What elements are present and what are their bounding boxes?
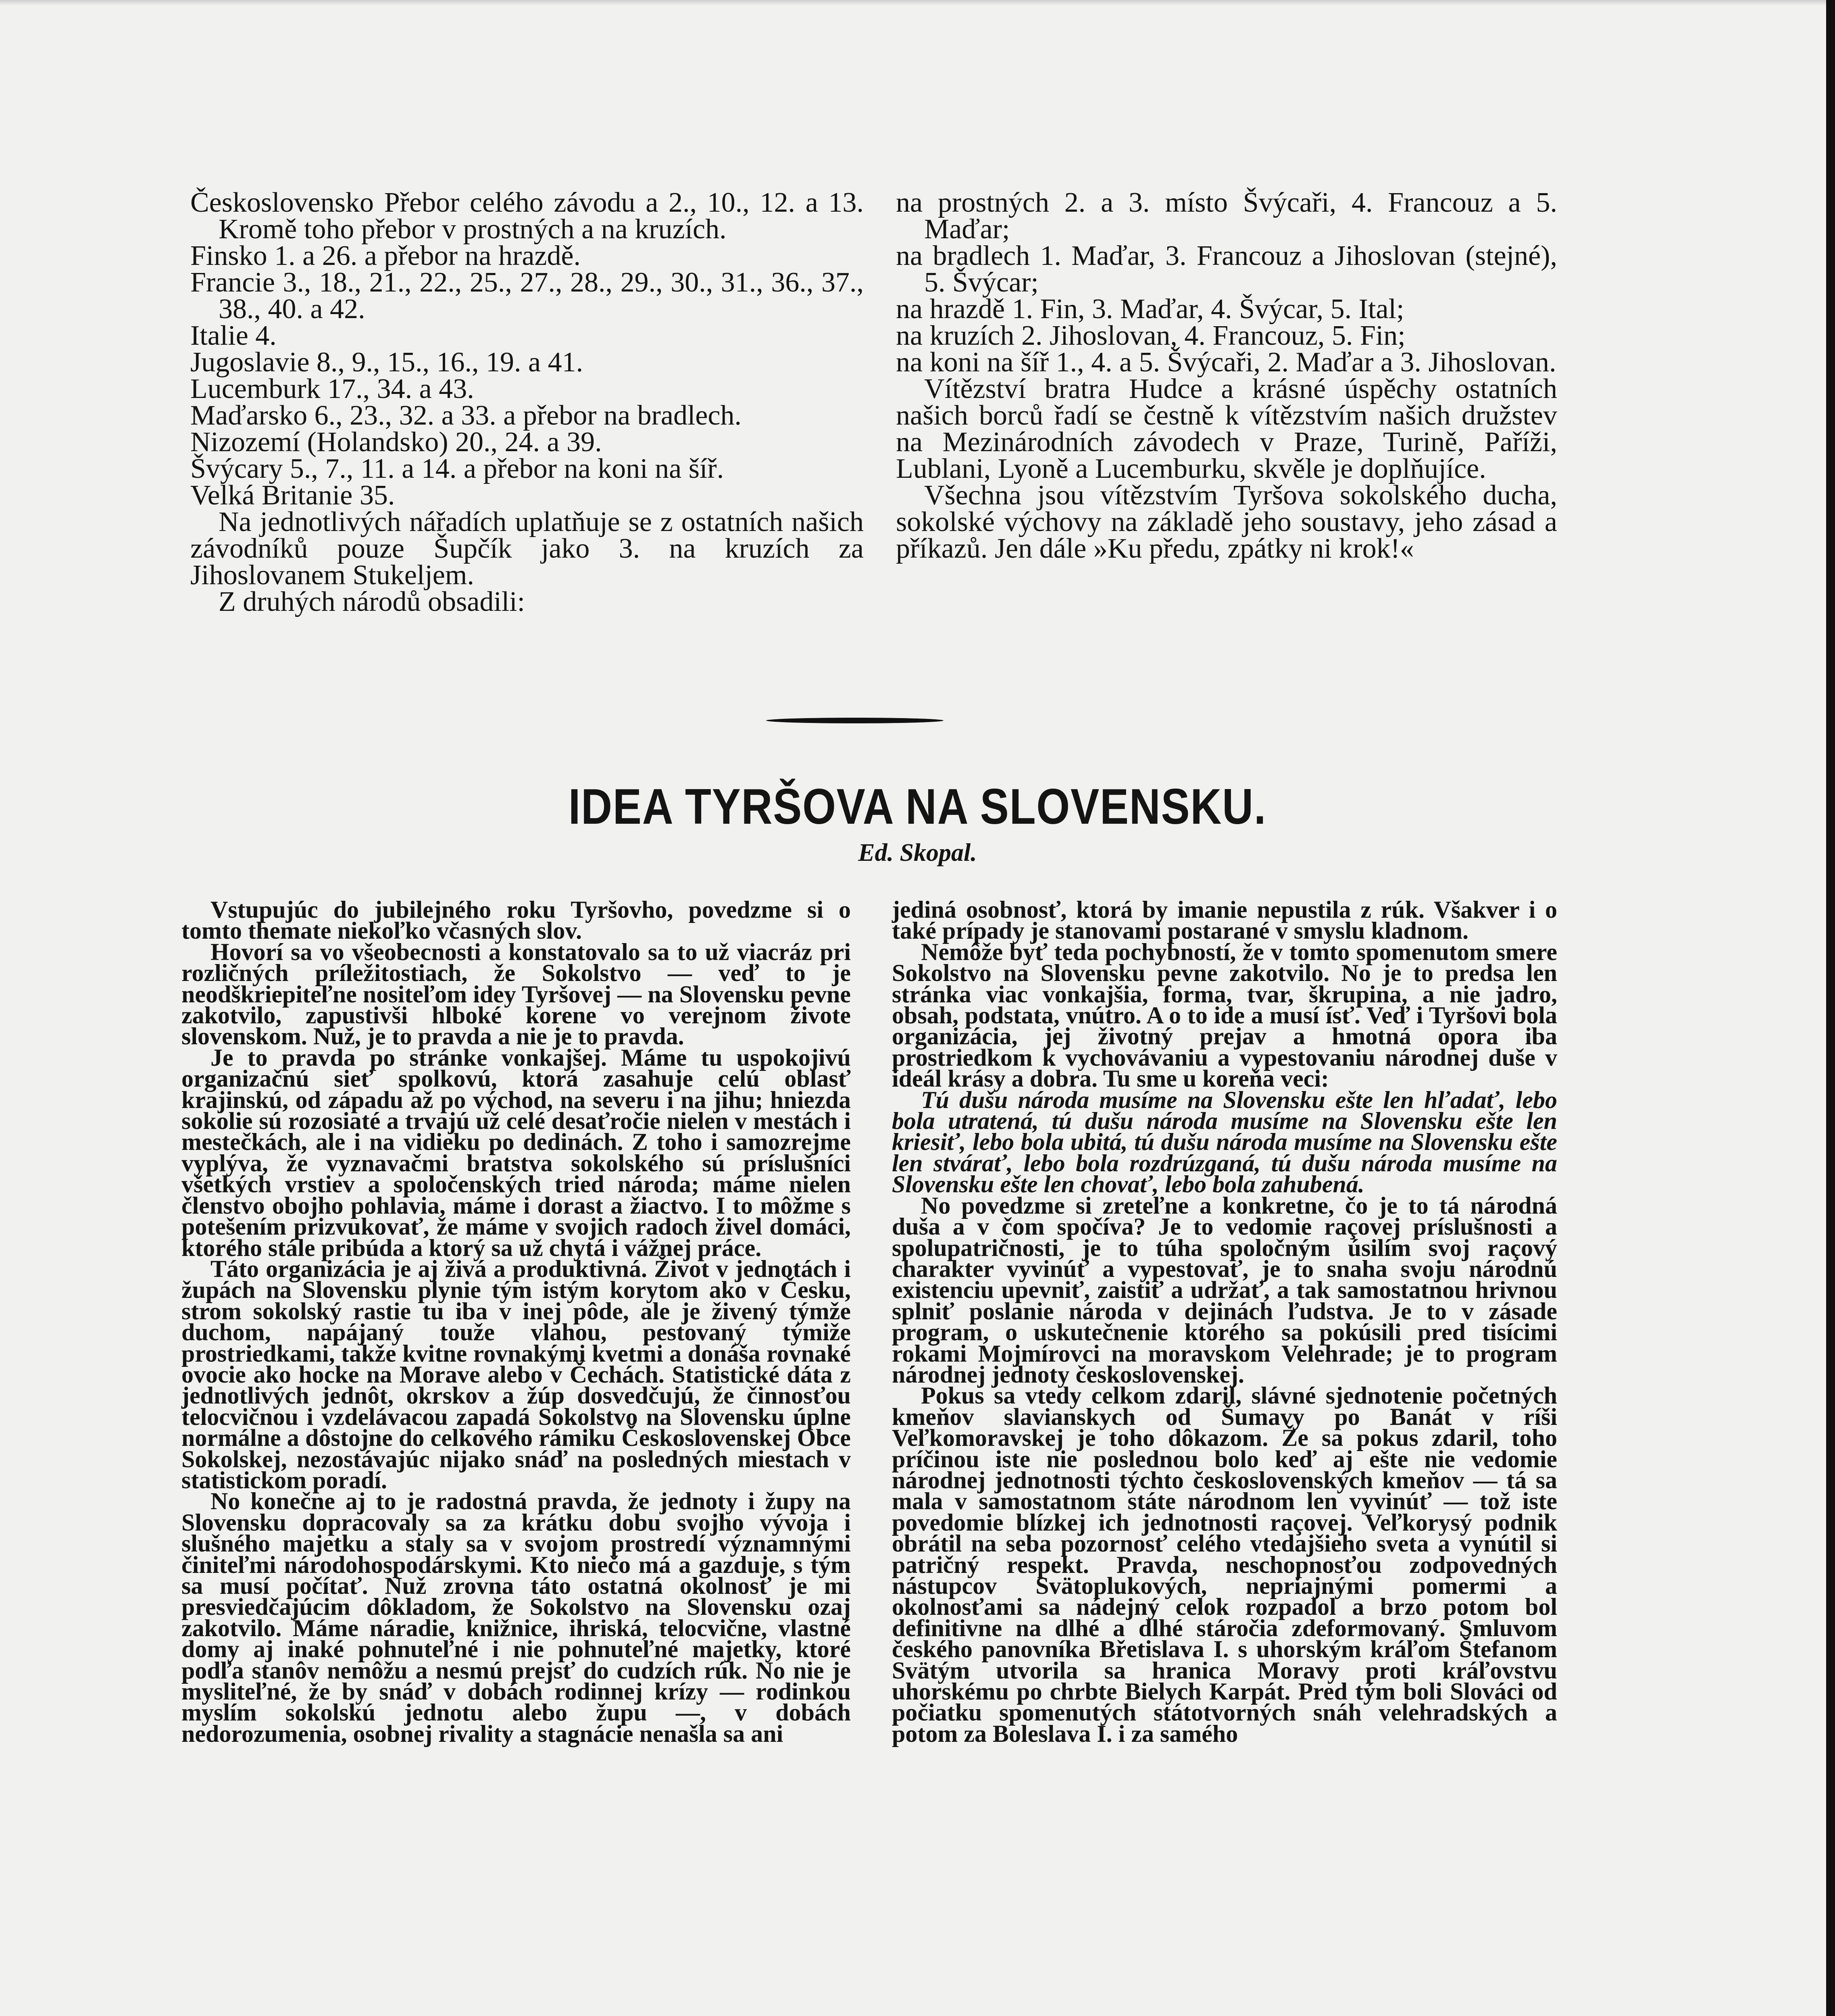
paragraph: No konečne aj to je radostná pravda, že jednoty i župy na Slovensku dopracovaly sa za krátku dobu svojho vývoja i slušného majetku a staly sa v svojom prostredí významnými činiteľmi národohospodárskymi. Kto niečo má a gazduje, s tým sa musí počítať. Nuž zrovna táto ostatná okolnosť je mi presviedčajúcim dôkladom, že Sokolstvo na Slovensku ozaj zakotvilo. Máme náradie, knižnice, ihriská, telocvične, vlastné domy aj inaké pohnuteľné i nie pohnuteľné majetky, ktoré podľa stanôv nemôžu a nesmú prejsť do cudzích rúk. No nie je mysliteľné, že by snáď v dobách rodinnej krízy — rodinkou myslím sokolskú jednotu alebo župu —, v dobách nedorozumenia, osobnej rivality a stagnácie nenašla sa ani — [181, 1488, 851, 1747]
scan-edge-right — [1826, 0, 1835, 2016]
result-line: Nizozemí (Holandsko) 20., 24. a 39. — [190, 427, 602, 458]
result-line: Lucemburk 17., 34. a 43. — [190, 373, 474, 404]
result-line: na kruzích 2. Jihoslovan, 4. Francouz, 5. Fin; — [896, 320, 1406, 351]
paragraph: Táto organizácia je aj živá a produktivná. Život v jednotách i župách na Slovensku plynie tým istým korytom ako v Česku, strom sokolský rastie tu iba v inej pôde, ale je živený týmže duchom, napájaný touže vlahou, pestovaný týmiže prostriedkami, takže kvitne rovnakými kvetmi a donáša rovnaké ovocie ako hocke na Morave alebo v Čechách. Statistické dáta z jednotlivých jednôt, okrskov a žúp dosvedčujú, že činnosťou telocvičnou i vzdelávacou zapadá Sokolstvo na Slovensku úplne normálne a dôstojne do celkového rámiku Československej Obce Sokolskej, nezostávajúc nijako snáď na posledných miestach v statistickom poradí. — [181, 1255, 851, 1493]
top-right-column — [896, 187, 1557, 564]
paragraph: Pokus sa vtedy celkom zdaril, slávné sjednotenie početných kmeňov slavianskych od Šumavy po Banát v ríši Veľkomoravskej je toho dôkazom. Že sa pokus zdaril, toho príčinou iste nie poslednou bolo keď aj ešte nie vedomie národnej jednotnosti týchto československých kmeňov — tá sa mala v samostatnom státe národnom len vyvinúť — tož iste povedomie blízkej ich jednotnosti raçovej. Veľkorysý podnik obrátil na seba pozornosť celého vtedajšieho sveta a vynútil si patričný respekt. Pravda, neschopnosťou zodpovedných nástupcov Svätoplukových, nepriajnými pomermi a okolnosťami sa nádejný celok rozpadol a brzo potom bol definitivne na dlhé a dlhé stáročia zdeformovaný. Smluvom českého panovníka Břetislava I. s uhorským kráľom Štefanom Svätým utvorila sa hranica Moravy proti kráľovstvu uhorskému po chrbte Bielych Karpát. Pred tým boli Slováci od počiatku spomenutých státotvorných snáh velehradských a potom za Boleslava I. i za samého — [892, 1382, 1557, 1747]
paragraph: Na jednotlivých nářadích uplatňuje se z ostatních našich závodníků pouze Šupčík jako 3. na kruzích za Jihoslovanem Stukeljem. — [190, 506, 864, 591]
result-line: Československo Přebor celého závodu a 2., 10., 12. a 13. Kromě toho přebor v prostných a na kruzích. — [190, 187, 864, 245]
paragraph: Nemôže byť teda pochybností, že v tomto spomenutom smere Sokolstvo na Slovensku pevne zakotvilo. No je to predsa len stránka viac vonkajšia, forma, tvar, škrupina, a nie jadro, obsah, podstata, vnútro. A o to ide a musí ísť. Veď i Tyršovi bola organizácia, jej životný prejav a hmotná opora iba prostriedkom k vychovávaniu a vypestovaniu národnej duše v ideál krásy a dobra. Tu sme u koreňa veci: — [892, 938, 1557, 1092]
italic-quote: Tú dušu národa musíme na Slovensku ešte len hľadať, lebo bola utratená, tú dušu národa musíme na Slovensku ešte len kriesiť, lebo bola ubitá, tú dušu národa musíme na Slovensku ešte len stvárať, lebo bola rozdrúzganá, tú dušu národa musíme na Slovensku ešte len chovať, lebo bola zahubená. — [892, 1086, 1557, 1198]
result-line: Maďarsko 6., 23., 32. a 33. a přebor na bradlech. — [190, 400, 742, 431]
paragraph: Je to pravda po stránke vonkajšej. Máme tu uspokojivú organizačnú sieť spolkovú, ktorá zasahuje celú oblasť krajinskú, od západu až po východ, na severu i na jihu; hniezda sokolie sú rozosiaté a trvajú už celé desaťročie nielen v mestách i mestečkách, ale i na vidieku po dedinách. Z toho i samozrejme vyplýva, že vyznavačmi bratstva sokolského sú príslušníci všetkých vrstiev a spoločenských tried národa; máme nielen členstvo obojho pohlavia, máme i dorast a žiactvo. I to môžme s potešením prizvukovať, že máme v svojich radoch živel domáci, ktorého stále pribúda a ktorý sa už chytá i vážnej práce. — [181, 1044, 851, 1261]
paragraph: Všechna jsou vítězstvím Tyršova sokolského ducha, sokolské výchovy na základě jeho soustavy, jeho zásad a příkazů. Jen dále »Ku předu, zpátky ni krok!« — [896, 480, 1557, 564]
section-divider-rule — [766, 718, 944, 723]
result-line: Finsko 1. a 26. a přebor na hrazdě. — [190, 240, 581, 271]
paragraph: jediná osobnosť, ktorá by imanie nepustila z rúk. Všakver i o také prípady je stanovami postarané v smyslu kladnom. — [892, 896, 1557, 944]
paragraph: No povedzme si zreteľne a konkretne, čo je to tá národná duša a v čom spočíva? Je to vedomie raçovej príslušnosti a spolupatričnosti, je to túha spoločným úsilím svoj raçový charakter vyvinúť a vypestovať, je to snaha svoju národnú existenciu upevniť, zaistiť a udržať, a tak samostatnou hrivnou splniť poslanie národa v dejinách ľudstva. Je to v zásade program, o uskutečnenie ktorého sa pokúsili pred tisícimi rokami Mojmírovci na moravskom Velehrade; je to program národnej jednoty československej. — [892, 1192, 1557, 1388]
article-title: IDEA TYRŠOVA NA SLOVENSKU. — [568, 779, 1267, 835]
paragraph: Hovorí sa vo všeobecnosti a konstatovalo sa to už viacráz pri rozličných príležitostiach, že Sokolstvo — veď to je neodškriepiteľne nositeľom idey Tyršovej — na Slovensku pevne zakotvilo, zapustivši hlboké korene vo verejnom živote slovenskom. Nuž, je to pravda a nie je to pravda. — [181, 938, 851, 1050]
result-line: Švýcary 5., 7., 11. a 14. a přebor na koni na šíř. — [190, 453, 724, 484]
article-right-column — [892, 896, 1557, 1747]
result-line: Velká Britanie 35. — [190, 480, 395, 511]
result-line: Italie 4. — [190, 320, 277, 351]
result-line: na koni na šíř 1., 4. a 5. Švýcaři, 2. Maďar a 3. Jihoslovan. — [896, 347, 1556, 378]
result-line: na hrazdě 1. Fin, 3. Maďar, 4. Švýcar, 5. Ital; — [896, 294, 1404, 325]
paragraph: Vítězství bratra Hudce a krásné úspěchy ostatních našich borců řadí se čestně k vítězstvím našich družstev na Mezinárodních závodech v Praze, Turině, Paříži, Lublani, Lyoně a Lucemburku, skvěle je doplňujíce. — [896, 373, 1557, 484]
scan-edge-top — [0, 0, 1835, 6]
paragraph: Vstupujúc do jubilejného roku Tyršovho, povedzme si o tomto themate niekoľko včasných slov. — [181, 896, 851, 944]
result-line: na prostných 2. a 3. místo Švýcaři, 4. Francouz a 5. Maďar; — [896, 187, 1557, 245]
article-author: Ed. Skopal. — [858, 839, 977, 866]
result-line: na bradlech 1. Maďar, 3. Francouz a Jihoslovan (stejné), 5. Švýcar; — [896, 240, 1557, 298]
result-line: Jugoslavie 8., 9., 15., 16., 19. a 41. — [190, 347, 583, 378]
top-left-column — [190, 187, 864, 617]
result-line: Francie 3., 18., 21., 22., 25., 27., 28., 29., 30., 31., 36., 37., 38., 40. a 42. — [190, 267, 864, 325]
paragraph: Z druhých národů obsadili: — [219, 586, 525, 617]
article-left-column — [181, 896, 851, 1747]
